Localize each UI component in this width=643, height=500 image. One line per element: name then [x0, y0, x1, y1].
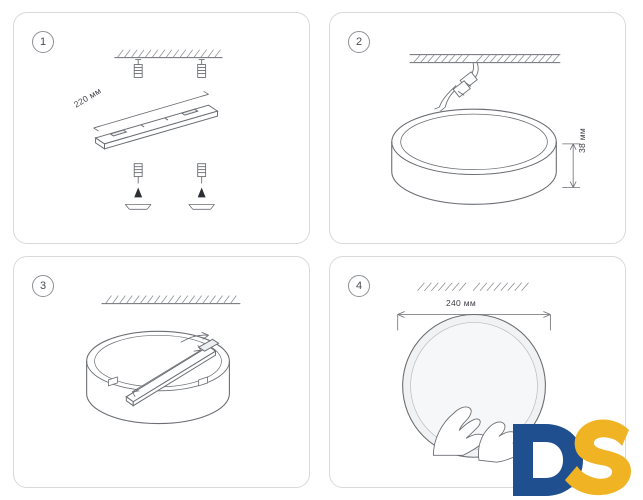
dowel-top-right [198, 60, 206, 78]
step-badge-2: 2 [348, 31, 370, 53]
screw-right [198, 164, 206, 184]
base-plate-right [189, 204, 215, 209]
terminal-block [453, 72, 477, 97]
dimension-label-240: 240 мм [446, 298, 477, 308]
base-plate-left [125, 204, 151, 209]
dimension-label-38: 38 мм [577, 127, 587, 153]
diagram-step-3 [14, 257, 309, 487]
ceiling-hatch [117, 50, 220, 58]
arrow-up-left [134, 187, 142, 197]
wire-ends [434, 107, 445, 111]
panel-step-3 [13, 256, 310, 488]
arrow-up-right [198, 187, 206, 197]
dimension-label-220: 220 мм [72, 85, 103, 110]
mounting-bar [96, 105, 218, 149]
luminaire-body [392, 109, 557, 204]
step-badge-4: 4 [348, 275, 370, 297]
screw-left [134, 164, 142, 184]
step-badge-3: 3 [32, 275, 54, 297]
dowel-top-left [134, 60, 142, 78]
panel-step-1 [13, 12, 310, 244]
step-badge-1: 1 [32, 31, 54, 53]
watermark-logo [505, 402, 637, 498]
ceiling-hatch [414, 55, 560, 63]
ceiling-hatch [418, 283, 529, 291]
panel-step-2 [329, 12, 626, 244]
ceiling-hatch [105, 296, 236, 304]
diagram-step-1 [14, 13, 309, 243]
